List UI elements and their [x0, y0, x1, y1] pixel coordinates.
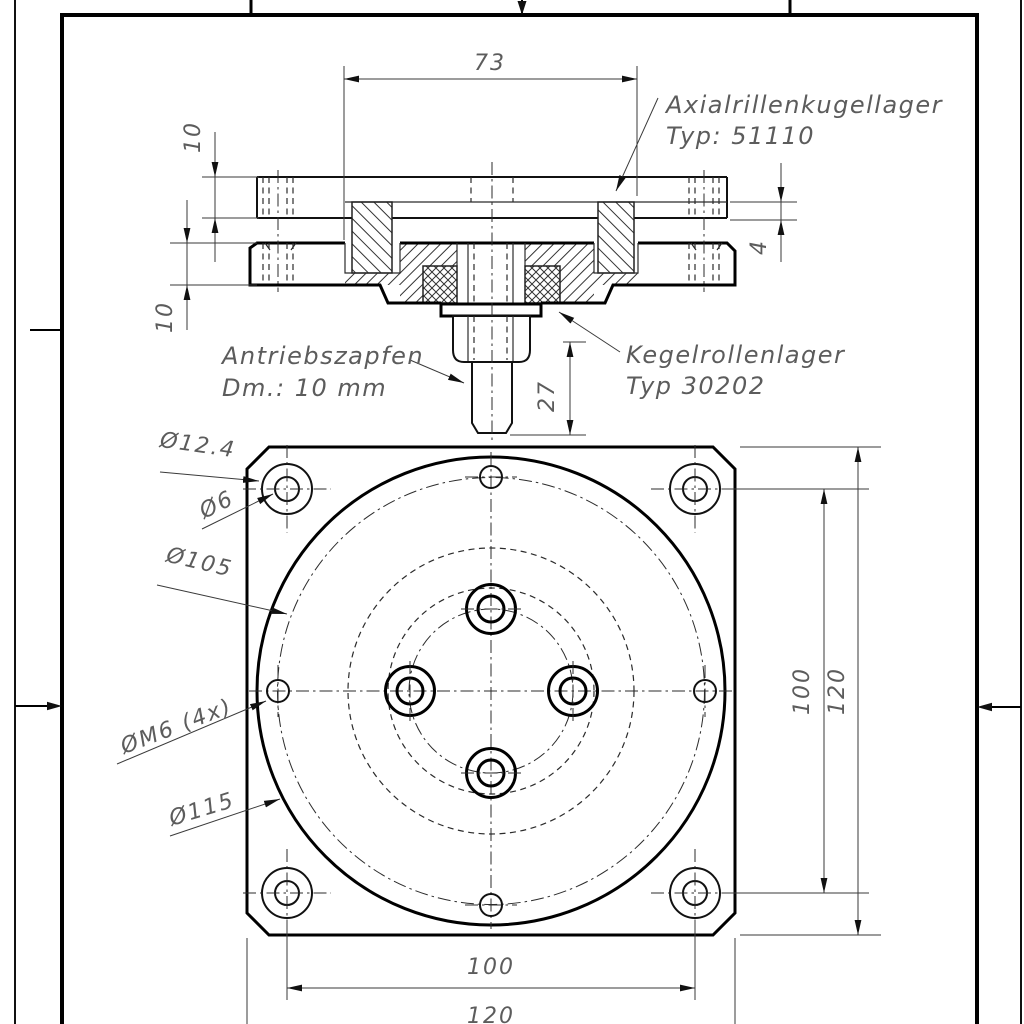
axial-bearing-type: Typ: 51110 — [666, 122, 816, 150]
dia-bolt-circle-label: Ø105 — [163, 542, 236, 583]
dia-counterbore-callout — [157, 428, 259, 481]
dim-4 — [730, 163, 797, 262]
frame-inner-border — [62, 15, 977, 1024]
dim-bottom-120 — [247, 938, 735, 1024]
drive-pin-callout — [220, 342, 464, 402]
center-mark-top — [518, 0, 527, 15]
dim-bottom-100 — [287, 920, 695, 1000]
taper-bearing-type: Typ 30202 — [626, 372, 766, 400]
dia-thread-label: ØM6 (4x) — [117, 694, 236, 760]
drawing-frame — [15, 0, 1021, 1024]
dia-body-label: Ø115 — [166, 787, 238, 832]
dia-thread-callout — [116, 694, 266, 764]
drive-pin-size: Dm.: 10 mm — [222, 374, 388, 402]
hidden-hole-lines-base — [263, 243, 719, 285]
dim-73-value: 73 — [474, 51, 506, 76]
dim-right-100-value: 100 — [790, 667, 815, 715]
dim-10-top-value: 10 — [181, 121, 206, 153]
hidden-hole-lines-disc — [263, 177, 719, 218]
dim-bottom-100-value: 100 — [467, 955, 515, 980]
dia-hole-label: Ø6 — [195, 486, 239, 525]
dim-bottom-120-value: 120 — [467, 1004, 515, 1024]
retainer-washer — [441, 304, 541, 316]
dim-right-120-value: 120 — [825, 667, 850, 715]
taper-bearing-label: Kegelrollenlager — [626, 341, 846, 369]
dim-10-top — [181, 121, 259, 262]
plan-view — [116, 428, 881, 1024]
shaft-in-bore — [468, 243, 513, 304]
dia-counterbore-label: Ø12.4 — [158, 427, 238, 464]
dia-body-callout — [165, 788, 280, 836]
dim-4-value: 4 — [747, 239, 772, 255]
dia-bolt-circle-callout — [157, 543, 287, 614]
dim-27-value: 27 — [535, 380, 560, 412]
taper-bearing-callout — [559, 312, 846, 400]
plan-centerlines — [249, 452, 733, 929]
drive-pin-label: Antriebszapfen — [222, 342, 425, 370]
center-mark-left — [15, 702, 62, 710]
section-view — [153, 51, 944, 442]
axial-bearing-label: Axialrillenkugellager — [666, 91, 944, 119]
dim-10-base — [153, 200, 257, 333]
dim-10-base-value: 10 — [153, 301, 178, 333]
center-mark-right — [977, 703, 1021, 711]
